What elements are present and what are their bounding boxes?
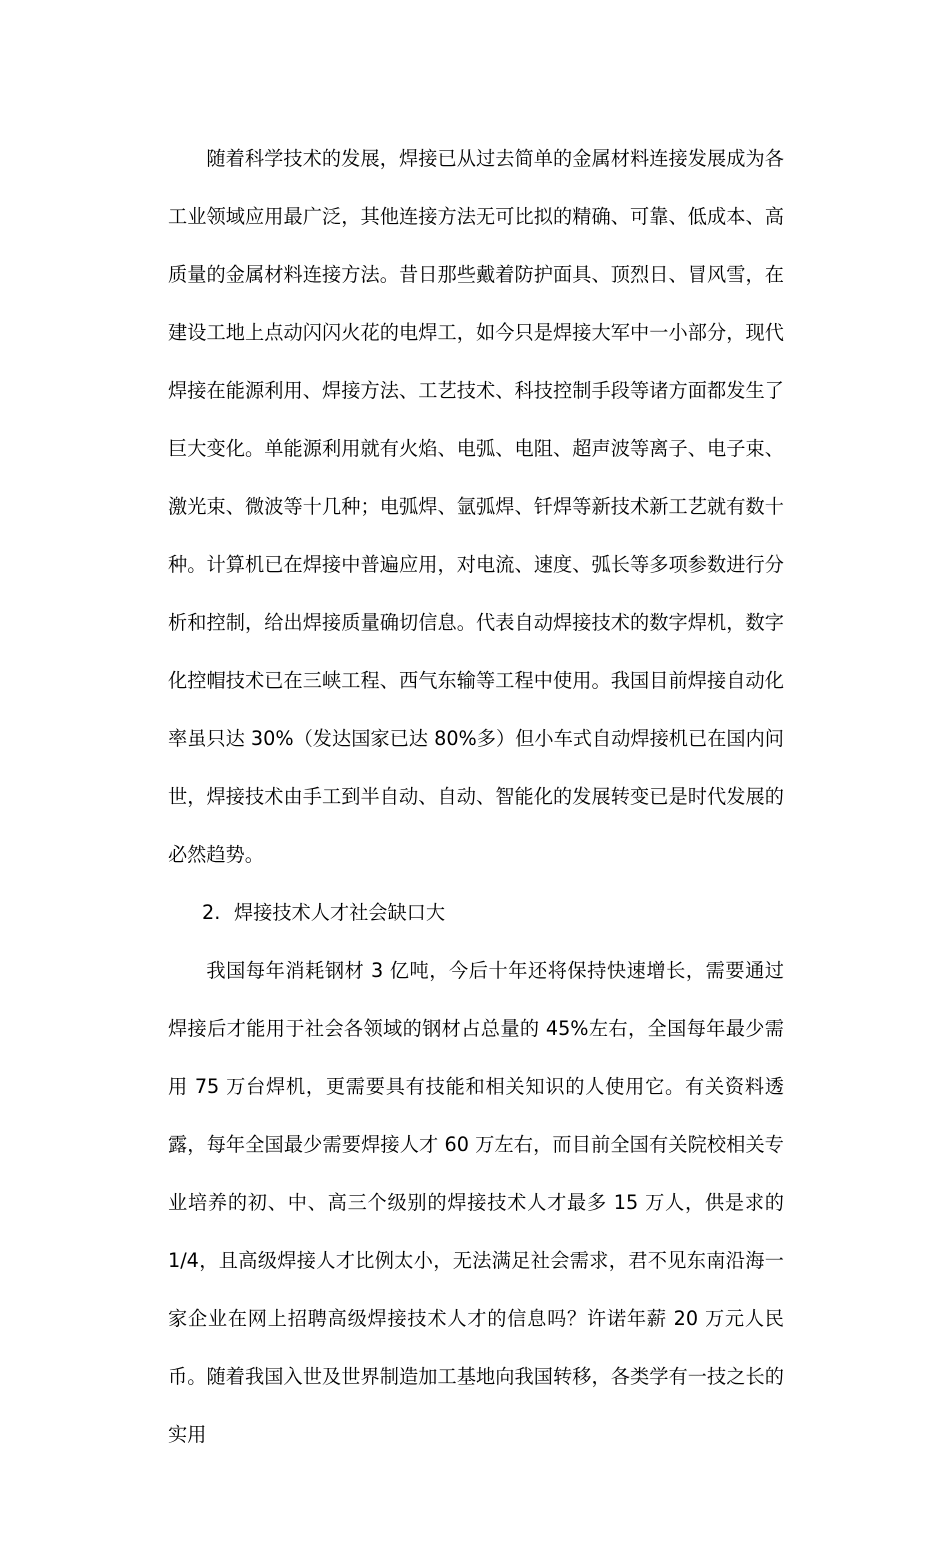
paragraph-welding-development: 随着科学技术的发展，焊接已从过去简单的金属材料连接发展成为各工业领域应用最广泛，其他连接方法无可比拟的精确、可靠、低成本、高质量的金属材料连接方法。昔日那些戴着防护面具、顶烈日、冒风雪，在建设工地上点动闪闪火花的电焊工，如今只是焊接大军中一小部分，现代焊接在能源利用、焊接方法、工艺技术、科技控制手段等诸方面都发生了巨大变化。单能源利用就有火焰、电弧、电阻、超声波等离子、电子束、激光束、微波等十几种；电弧焊、氩弧焊、钎焊等新技术新工艺就有数十种。计算机已在焊接中普遍应用，对电流、速度、弧长等多项参数进行分析和控制，给出焊接质量确切信息。代表自动焊接技术的数字焊机，数字化控帽技术已在三峡工程、西气东输等工程中使用。我国目前焊接自动化率虽只达 30%（发达国家已达 80%多）但小车式自动焊接机已在国内问世，焊接技术由手工到半自动、自动、智能化的发展转变已是时代发展的必然趋势。 (168, 147, 784, 866)
section-heading-talent-gap (168, 884, 784, 942)
document-body (168, 130, 784, 1464)
section-title: 焊接技术人才社会缺口大 (234, 901, 446, 924)
paragraph-talent-demand: 我国每年消耗钢材 3 亿吨，今后十年还将保持快速增长，需要通过焊接后才能用于社会各领域的钢材占总量的 45%左右，全国每年最少需用 75 万台焊机，更需要具有技能和相关知识的人使用它。有关资料透露，每年全国最少需要焊接人才 60 万左右，而目前全国有关院校相关专业培养的初、中、高三个级别的焊接技术人才最多 15 万人，供是求的 1/4，且高级焊接人才比例太小，无法满足社会需求，君不见东南沿海一家企业在网上招聘高级焊接技术人才的信息吗？许诺年薪 20 万元人民币。随着我国入世及世界制造加工基地向我国转移，各类学有一技之长的实用 (168, 959, 784, 1446)
section-number: 2. (202, 901, 221, 924)
